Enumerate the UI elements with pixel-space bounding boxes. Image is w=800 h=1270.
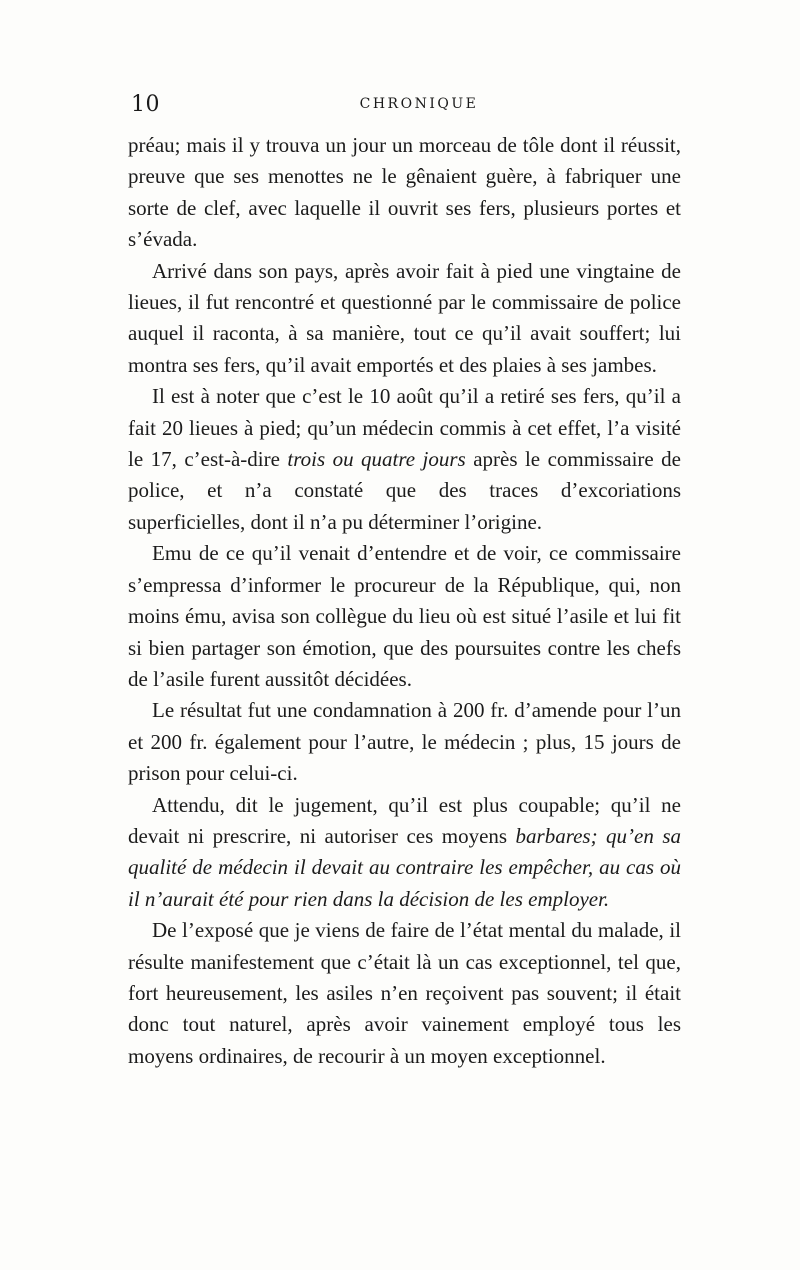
text-run: Attendu, dit le jugement, qu’il est plus coupable; qu’il ne devait ni prescrire, ni autoriser ces moyens — [128, 792, 681, 848]
text-run: après le commissaire de police, et n’a constaté que des traces d’excoriations superficielles, dont il n’a pu déterminer l’origine. — [128, 447, 681, 534]
text-run: Arrivé dans son pays, après avoir fait à pied une vingtaine de lieues, il fut rencontré et questionné par le commissaire de police auquel il raconta, à sa manière, tout ce qu’il avait souffert; lui montra ses fers, qu’il avait emportés et des plaies à ses jambes. — [128, 258, 681, 377]
text-run: Emu de ce qu’il venait d’entendre et de voir, ce commissaire s’empressa d’informer le procureur de la République, qui, non moins ému, avisa son collègue du lieu où est situé l’asile et lui fit si bien partager son émotion, que des poursuites contre les chefs de l’asile furent aussitôt décidées. — [128, 541, 681, 691]
paragraph-1 — [128, 130, 681, 256]
body-text — [128, 130, 681, 1072]
paragraph-4 — [128, 538, 681, 695]
text-run: De l’exposé que je viens de faire de l’état mental du malade, il résulte manifestement que c’était là un cas exceptionnel, tel que, fort heureusement, les asiles n’en reçoivent pas souvent; il était donc tout naturel, après avoir vainement employé tous les moyens ordinaires, de recourir à un moyen exceptionnel. — [128, 918, 681, 1068]
running-head: CHRONIQUE — [359, 96, 479, 112]
text-run: Il est à noter que c’est le 10 août qu’il a retiré ses fers, qu’il a fait 20 lieues à pied; qu’un médecin commis à cet effet, l’a visité le 17, c’est-à-dire — [128, 384, 681, 472]
page-number: 10 — [131, 92, 160, 117]
paragraph-7 — [128, 915, 681, 1072]
paragraph-6 — [128, 790, 681, 916]
text-run: Le résultat fut une condamnation à 200 fr. d’amende pour l’un et 200 fr. également pour l’autre, le médecin ; plus, 15 jours de prison pour celui-ci. — [128, 698, 681, 786]
paragraph-5 — [128, 695, 681, 789]
paragraph-3 — [128, 381, 681, 538]
italic-run: barbares; qu’en sa qualité de médecin il devait au contraire les empêcher, au cas où il n’aurait été pour rien dans la décision de les employer. — [128, 823, 681, 911]
italic-run: trois ou quatre jours — [287, 447, 466, 472]
page-header — [131, 92, 679, 124]
paragraph-2 — [128, 256, 681, 382]
text-run: préau; mais il y trouva un jour un morceau de tôle dont il réussit, preuve que ses menottes ne le gênaient guère, à fabriquer une sorte de clef, avec laquelle il ouvrit ses fers, plusieurs portes et s’évada. — [128, 133, 681, 252]
